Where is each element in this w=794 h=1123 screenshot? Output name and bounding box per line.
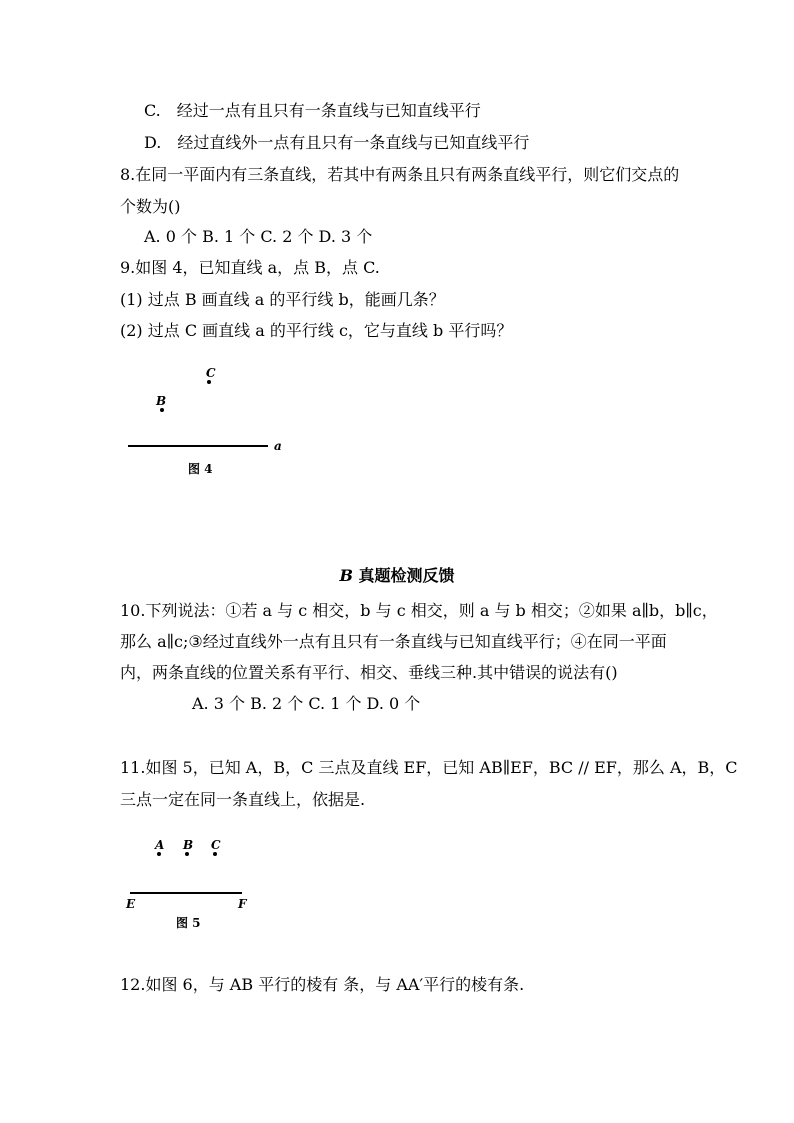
q9-sub2: (2) 过点 C 画直线 a 的平行线 c，它与直线 b 平行吗？ [120, 321, 513, 340]
fig5-point-c [213, 852, 217, 856]
fig4-label-a: a [274, 439, 282, 453]
q11-stem-line2: 三点一定在同一条直线上，依据是. [120, 790, 366, 809]
q7-option-c: C. 经过一点有且只有一条直线与已知直线平行 [144, 101, 481, 120]
q7-option-d: D. 经过直线外一点有且只有一条直线与已知直线平行 [144, 133, 530, 152]
q8-stem-line2: 个数为() [120, 197, 181, 216]
q10-stem-line2: 那么 a∥c;③经过直线外一点有且只有一条直线与已知直线平行；④在同一平面 [120, 632, 667, 651]
q8-stem-line1: 8.在同一平面内有三条直线，若其中有两条且只有两条直线平行，则它们交点的 [120, 165, 680, 184]
fig5-point-b [185, 852, 189, 856]
q10-stem-line1: 10.下列说法：①若 a 与 c 相交，b 与 c 相交，则 a 与 b 相交；②如果 a∥b，b∥c， [120, 601, 718, 620]
q12-stem: 12.如图 6，与 AB 平行的棱有 条，与 AA′平行的棱有条. [120, 975, 525, 994]
fig4-line-a [128, 445, 268, 447]
q9-sub1: (1) 过点 B 画直线 a 的平行线 b，能画几条？ [120, 290, 445, 309]
figure-5 [120, 832, 270, 932]
fig5-label-e: E [126, 897, 136, 911]
fig5-caption: 图 5 [176, 916, 201, 930]
section-b-letter: B [339, 566, 353, 585]
fig4-label-c: C [206, 366, 216, 380]
fig5-point-a [157, 852, 161, 856]
section-b-title: 真题检测反馈 [358, 566, 455, 585]
fig5-label-f: F [238, 897, 247, 911]
fig5-label-b: B [183, 838, 194, 852]
q9-stem: 9.如图 4，已知直线 a，点 B，点 C. [120, 258, 380, 277]
fig4-caption: 图 4 [188, 462, 213, 476]
q10-stem-line3: 内，两条直线的位置关系有平行、相交、垂线三种.其中错误的说法有() [120, 663, 618, 682]
fig5-line-ef [130, 892, 242, 894]
fig4-label-b: B [156, 394, 167, 408]
fig5-label-c: C [211, 838, 221, 852]
section-b-heading [0, 566, 794, 586]
q8-options: A. 0 个 B. 1 个 C. 2 个 D. 3 个 [144, 227, 373, 246]
q11-stem-line1: 11.如图 5，已知 A，B，C 三点及直线 EF，已知 AB∥EF，BC // EF，那么 A，B，C [120, 758, 738, 777]
fig4-point-b [160, 408, 164, 412]
fig4-point-c [207, 380, 211, 384]
fig5-label-a: A [155, 838, 165, 852]
q10-options: A. 3 个 B. 2 个 C. 1 个 D. 0 个 [192, 694, 421, 713]
figure-4 [120, 360, 300, 480]
